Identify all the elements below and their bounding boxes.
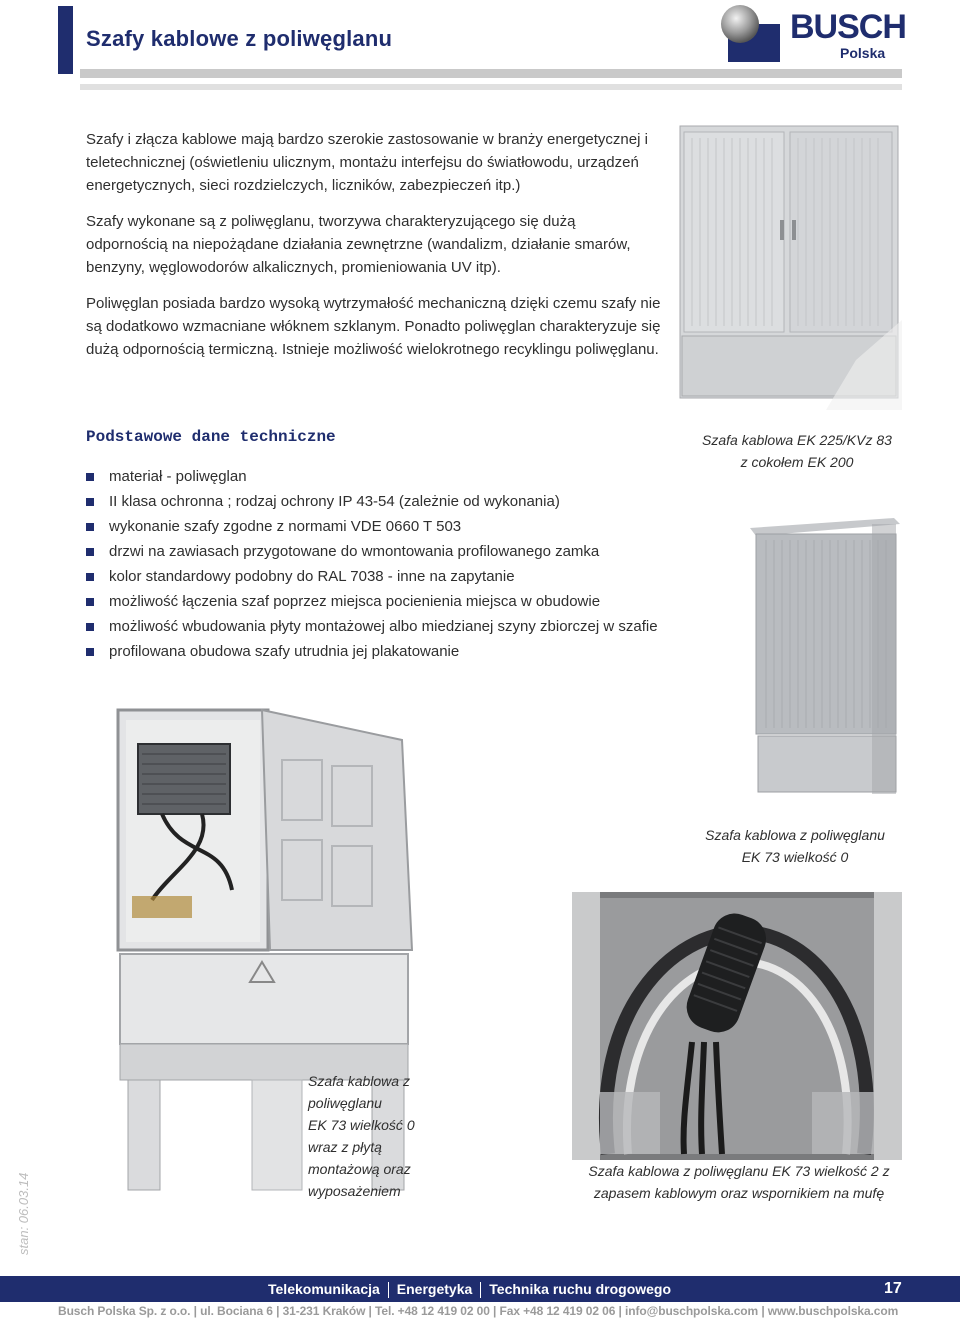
header-rule [80, 69, 902, 78]
list-item: kolor standardowy podobny do RAL 7038 - inne na zapytanie [86, 564, 726, 589]
square-bullet-icon [86, 498, 94, 506]
intro-paragraph-1: Szafy i złącza kablowe mają bardzo szerokie zastosowanie w branży energetycznej i teletechnicznej (oświetleniu ulicznym, montażu interfejsu do światłowodu, urządzeń energetycznych, sieci rozdzielczych, liczników, zabezpieczeń itp.) [86, 131, 648, 194]
intro-text [86, 128, 661, 374]
caption-ek73-size2: Szafa kablowa z poliwęglanu EK 73 wielkość 2 z zapasem kablowym oraz wspornikiem na mufę [588, 1163, 890, 1201]
busch-logo [720, 4, 904, 64]
photo-cabinet-ek225 [676, 120, 902, 410]
list-item: drzwi na zawiasach przygotowane do wmontowania profilowanego zamka [86, 539, 726, 564]
footer-divider [388, 1282, 389, 1298]
header-accent-bar [58, 6, 73, 74]
tech-feature-list [86, 464, 726, 664]
header-rule-secondary [80, 84, 902, 90]
square-bullet-icon [86, 648, 94, 656]
caption-open-cabinet: Szafa kablowa z poliwęglanu EK 73 wielkość 0 wraz z płytą montażową oraz wyposażeniem [308, 1073, 415, 1199]
page-number: 17 [884, 1280, 902, 1297]
square-bullet-icon [86, 523, 94, 531]
footer-nav-technika: Technika ruchu drogowego [489, 1281, 672, 1297]
list-item: profilowana obudowa szafy utrudnia jej plakatowanie [86, 639, 726, 664]
page-title: Szafy kablowe z poliwęglanu [86, 26, 393, 51]
intro-paragraph-2: Szafy wykonane są z poliwęglanu, tworzywa charakteryzującego się dużą odpornością na niepożądane działania zewnętrzne (wandalizm, działanie smarów, benzyny, węglowodorów alkalicznych, promieniowania UV itp). [86, 213, 631, 276]
caption-ek225: Szafa kablowa EK 225/KVz 83 z cokołem EK 200 [702, 432, 892, 470]
photo-cabinet-ek73 [744, 514, 902, 806]
square-bullet-icon [86, 623, 94, 631]
logo-word: BUSCH [790, 8, 906, 46]
list-item: możliwość łączenia szaf poprzez miejsca pocienienia miejsca w obudowie [86, 589, 726, 614]
footer-nav-telekomunikacja: Telekomunikacja [268, 1281, 380, 1297]
list-item: II klasa ochronna ; rodzaj ochrony IP 43-54 (zależnie od wykonania) [86, 489, 726, 514]
caption-ek73: Szafa kablowa z poliwęglanu EK 73 wielkość 0 [705, 827, 885, 865]
square-bullet-icon [86, 473, 94, 481]
footer-divider [480, 1282, 481, 1298]
square-bullet-icon [86, 548, 94, 556]
square-bullet-icon [86, 598, 94, 606]
footer-nav [268, 1281, 671, 1298]
date-stamp: stan: 06.03.14 [16, 1172, 31, 1255]
footer-contact: Busch Polska Sp. z o.o. | ul. Bociana 6 | 31-231 Kraków | Tel. +48 12 419 02 00 | Fax +48 12 419 02 06 | info@buschpolska.com | www.buschpolska.com [58, 1304, 899, 1318]
intro-paragraph-3: Poliwęglan posiada bardzo wysoką wytrzymałość mechaniczną dzięki czemu szafy nie są dodatkowo wzmacniane włóknem szklanym. Ponadto poliwęglan charakteryzuje się dużą odpornością termiczną. Istnieje możliwość wielokrotnego recyklingu poliwęglanu. [86, 295, 661, 358]
list-item: materiał - poliwęglan [86, 464, 726, 489]
list-item: możliwość wbudowania płyty montażowej albo miedzianej szyny zbiorczej w szafie [86, 614, 726, 639]
square-bullet-icon [86, 573, 94, 581]
logo-subtitle: Polska [840, 45, 886, 61]
footer-nav-energetyka: Energetyka [396, 1281, 473, 1297]
tech-section-title: Podstawowe dane techniczne [86, 428, 336, 446]
list-item: wykonanie szafy zgodne z normami VDE 0660 T 503 [86, 514, 726, 539]
photo-cabinet-ek73-size2 [572, 892, 902, 1160]
